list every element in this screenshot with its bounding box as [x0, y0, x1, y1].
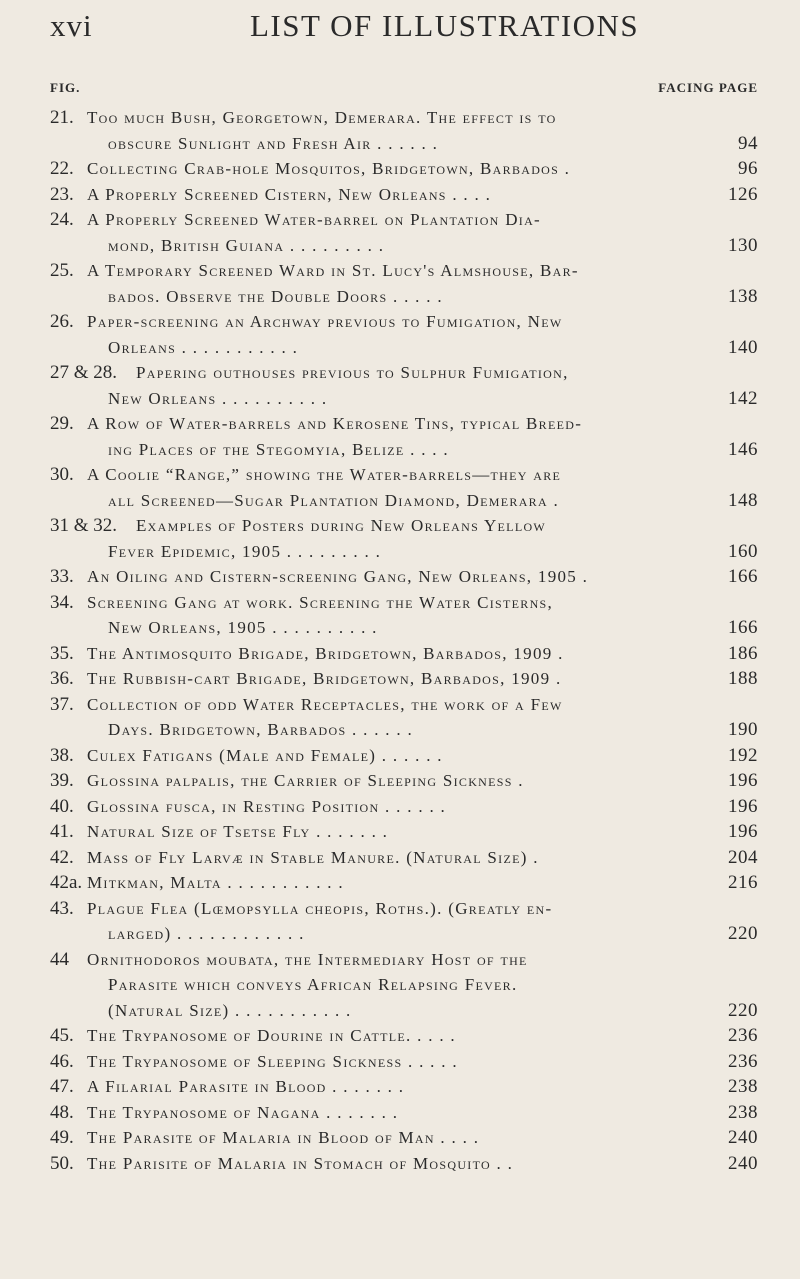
entry-caption-continued: Fever Epidemic, 1905 . . . . . . . . .	[108, 541, 382, 561]
facing-page-number: 236	[728, 1050, 758, 1072]
list-item	[50, 1023, 760, 1049]
figure-number: 29.	[50, 413, 74, 434]
entry-caption: A Row of Water-barrels and Kerosene Tins, typical Breed-	[87, 414, 583, 433]
list-item	[50, 564, 760, 590]
list-item	[50, 870, 760, 896]
figure-number: 49.	[50, 1127, 74, 1148]
facing-page-number: 130	[728, 234, 758, 256]
entry-caption: An Oiling and Cistern-screening Gang, New Orleans, 1905 .	[87, 567, 589, 586]
list-item	[50, 1125, 760, 1151]
list-item	[50, 360, 760, 411]
entry-caption: Mitkman, Malta . . . . . . . . . . .	[87, 873, 344, 892]
figure-number: 41.	[50, 821, 74, 842]
facing-page-number: 148	[728, 489, 758, 511]
entry-caption: Too much Bush, Georgetown, Demerara. The effect is to	[87, 108, 557, 127]
facing-page-number: 240	[728, 1127, 758, 1148]
entry-caption-continued: Orleans . . . . . . . . . . .	[108, 337, 299, 357]
column-headings	[50, 80, 760, 98]
page-header	[50, 8, 750, 48]
facing-page-number: 238	[728, 1101, 758, 1123]
list-item	[50, 819, 760, 845]
fig-column-heading: FIG.	[50, 80, 81, 95]
entry-caption: Ornithodoros moubata, the Intermediary Host of the	[87, 949, 528, 969]
facing-page-number: 186	[728, 642, 758, 664]
list-item	[50, 590, 760, 641]
entry-caption: Examples of Posters during New Orleans Yellow	[136, 516, 547, 535]
entry-caption-continued: larged) . . . . . . . . . . . .	[108, 924, 305, 943]
entry-caption-continued: mond, British Guiana . . . . . . . . .	[108, 235, 385, 255]
entry-caption-continued: ing Places of the Stegomyia, Belize . . . .	[108, 439, 449, 459]
facing-page-number: 140	[728, 336, 758, 358]
figure-number: 47.	[50, 1076, 74, 1097]
entry-caption-continued: Parasite which conveys African Relapsing Fever.	[108, 975, 518, 994]
entry-caption: A Filarial Parasite in Blood . . . . . . .	[87, 1077, 405, 1096]
facing-page-number: 204	[728, 846, 758, 868]
entry-caption: Paper-screening an Archway previous to Fumigation, New	[87, 312, 563, 331]
figure-number: 45.	[50, 1025, 74, 1046]
facing-page-number: 216	[728, 872, 758, 893]
list-item	[50, 1151, 760, 1177]
entry-caption-continued: New Orleans, 1905 . . . . . . . . . .	[108, 618, 378, 637]
entry-caption-continued: Days. Bridgetown, Barbados . . . . . .	[108, 720, 414, 739]
facing-page-number: 220	[728, 923, 758, 944]
list-item	[50, 845, 760, 871]
entry-caption: Glossina palpalis, the Carrier of Sleeping Sickness .	[87, 771, 524, 790]
figure-number: 42a.	[50, 872, 83, 893]
figure-number: 36.	[50, 668, 74, 689]
list-item	[50, 794, 760, 820]
facing-page-heading: FACING PAGE	[658, 80, 758, 95]
running-title: LIST OF ILLUSTRATIONS	[250, 8, 640, 43]
list-item	[50, 743, 760, 769]
entry-caption: A Temporary Screened Ward in St. Lucy's Almshouse, Bar-	[87, 261, 579, 280]
entry-caption: A Coolie “Range,” showing the Water-barrels—they are	[87, 465, 562, 484]
facing-page-number: 190	[728, 719, 758, 740]
list-item	[50, 207, 760, 258]
figure-number: 48.	[50, 1101, 74, 1123]
figure-number: 21.	[50, 107, 74, 128]
facing-page-number: 196	[728, 821, 758, 842]
entry-caption-continued: all Screened—Sugar Plantation Diamond, Demerara .	[108, 490, 560, 510]
figure-number: 46.	[50, 1050, 74, 1072]
entry-caption-continued: obscure Sunlight and Fresh Air . . . . . .	[108, 133, 439, 153]
entry-caption-continued: (Natural Size) . . . . . . . . . . .	[108, 1000, 352, 1020]
illustration-list	[50, 105, 760, 1176]
list-item	[50, 105, 760, 156]
entry-caption: Collecting Crab-hole Mosquitos, Bridgetown, Barbados .	[87, 159, 571, 178]
list-item	[50, 462, 760, 513]
figure-number: 50.	[50, 1152, 74, 1174]
figure-number: 37.	[50, 693, 74, 715]
entry-caption: Papering outhouses previous to Sulphur Fumigation,	[136, 363, 569, 382]
facing-page-number: 126	[728, 183, 758, 205]
entry-caption: Mass of Fly Larvæ in Stable Manure. (Natural Size) .	[87, 847, 539, 867]
list-item	[50, 947, 760, 1024]
entry-caption: Glossina fusca, in Resting Position . . . . . .	[87, 796, 447, 816]
facing-page-number: 236	[728, 1025, 758, 1046]
entry-caption: A Properly Screened Water-barrel on Plantation Dia-	[87, 210, 541, 229]
figure-number: 39.	[50, 770, 74, 791]
facing-page-number: 238	[728, 1076, 758, 1097]
list-item	[50, 896, 760, 947]
entry-caption: The Trypanosome of Nagana . . . . . . .	[87, 1102, 399, 1122]
facing-page-number: 192	[728, 744, 758, 766]
figure-number: 30.	[50, 464, 74, 485]
facing-page-number: 196	[728, 795, 758, 817]
entry-caption: The Trypanosome of Dourine in Cattle. . . . .	[87, 1026, 456, 1045]
entry-caption: Culex Fatigans (Male and Female) . . . . . .	[87, 745, 443, 765]
figure-number: 44	[50, 948, 69, 970]
entry-caption: The Rubbish-cart Brigade, Bridgetown, Barbados, 1909 .	[87, 669, 562, 688]
figure-number: 40.	[50, 795, 74, 817]
list-item	[50, 258, 760, 309]
list-item	[50, 1074, 760, 1100]
figure-number: 27 & 28.	[50, 362, 118, 383]
list-item	[50, 641, 760, 667]
entry-caption: Screening Gang at work. Screening the Water Cisterns,	[87, 592, 554, 612]
figure-number: 24.	[50, 209, 74, 230]
facing-page-number: 96	[738, 158, 758, 179]
entry-caption: The Antimosquito Brigade, Bridgetown, Barbados, 1909 .	[87, 643, 564, 663]
facing-page-number: 166	[728, 617, 758, 638]
list-item	[50, 1100, 760, 1126]
list-item	[50, 156, 760, 182]
list-item	[50, 411, 760, 462]
entry-caption: Natural Size of Tsetse Fly . . . . . . .	[87, 822, 389, 841]
figure-number: 38.	[50, 744, 74, 766]
list-item	[50, 768, 760, 794]
figure-number: 25.	[50, 260, 74, 281]
figure-number: 34.	[50, 591, 74, 613]
figure-number: 23.	[50, 183, 74, 205]
entry-caption-continued: bados. Observe the Double Doors . . . . .	[108, 286, 443, 306]
entry-caption: The Trypanosome of Sleeping Sickness . . . . .	[87, 1051, 458, 1071]
facing-page-number: 166	[728, 566, 758, 587]
list-item	[50, 309, 760, 360]
facing-page-number: 142	[728, 387, 758, 409]
list-item	[50, 666, 760, 692]
entry-caption: Plague Flea (Lœmopsylla cheopis, Roths.). (Greatly en-	[87, 898, 553, 918]
figure-number: 22.	[50, 158, 74, 179]
figure-number: 26.	[50, 311, 74, 332]
facing-page-number: 240	[728, 1152, 758, 1174]
facing-page-number: 94	[738, 132, 758, 154]
entry-caption: Collection of odd Water Receptacles, the work of a Few	[87, 694, 563, 714]
entry-caption: The Parisite of Malaria in Stomach of Mosquito . .	[87, 1153, 514, 1173]
facing-page-number: 160	[728, 540, 758, 562]
facing-page-number: 138	[728, 285, 758, 307]
figure-number: 33.	[50, 566, 74, 587]
figure-number: 31 & 32.	[50, 515, 118, 536]
list-item	[50, 513, 760, 564]
facing-page-number: 146	[728, 438, 758, 460]
facing-page-number: 220	[728, 999, 758, 1021]
figure-number: 35.	[50, 642, 74, 664]
list-item	[50, 1049, 760, 1075]
figure-number: 43.	[50, 897, 74, 919]
figure-number: 42.	[50, 846, 74, 868]
list-item	[50, 182, 760, 208]
entry-caption-continued: New Orleans . . . . . . . . . .	[108, 388, 328, 408]
page-number: xvi	[50, 8, 93, 43]
facing-page-number: 188	[728, 668, 758, 689]
list-item	[50, 692, 760, 743]
entry-caption: A Properly Screened Cistern, New Orleans . . . .	[87, 184, 492, 204]
facing-page-number: 196	[728, 770, 758, 791]
entry-caption: The Parasite of Malaria in Blood of Man . . . .	[87, 1128, 480, 1147]
